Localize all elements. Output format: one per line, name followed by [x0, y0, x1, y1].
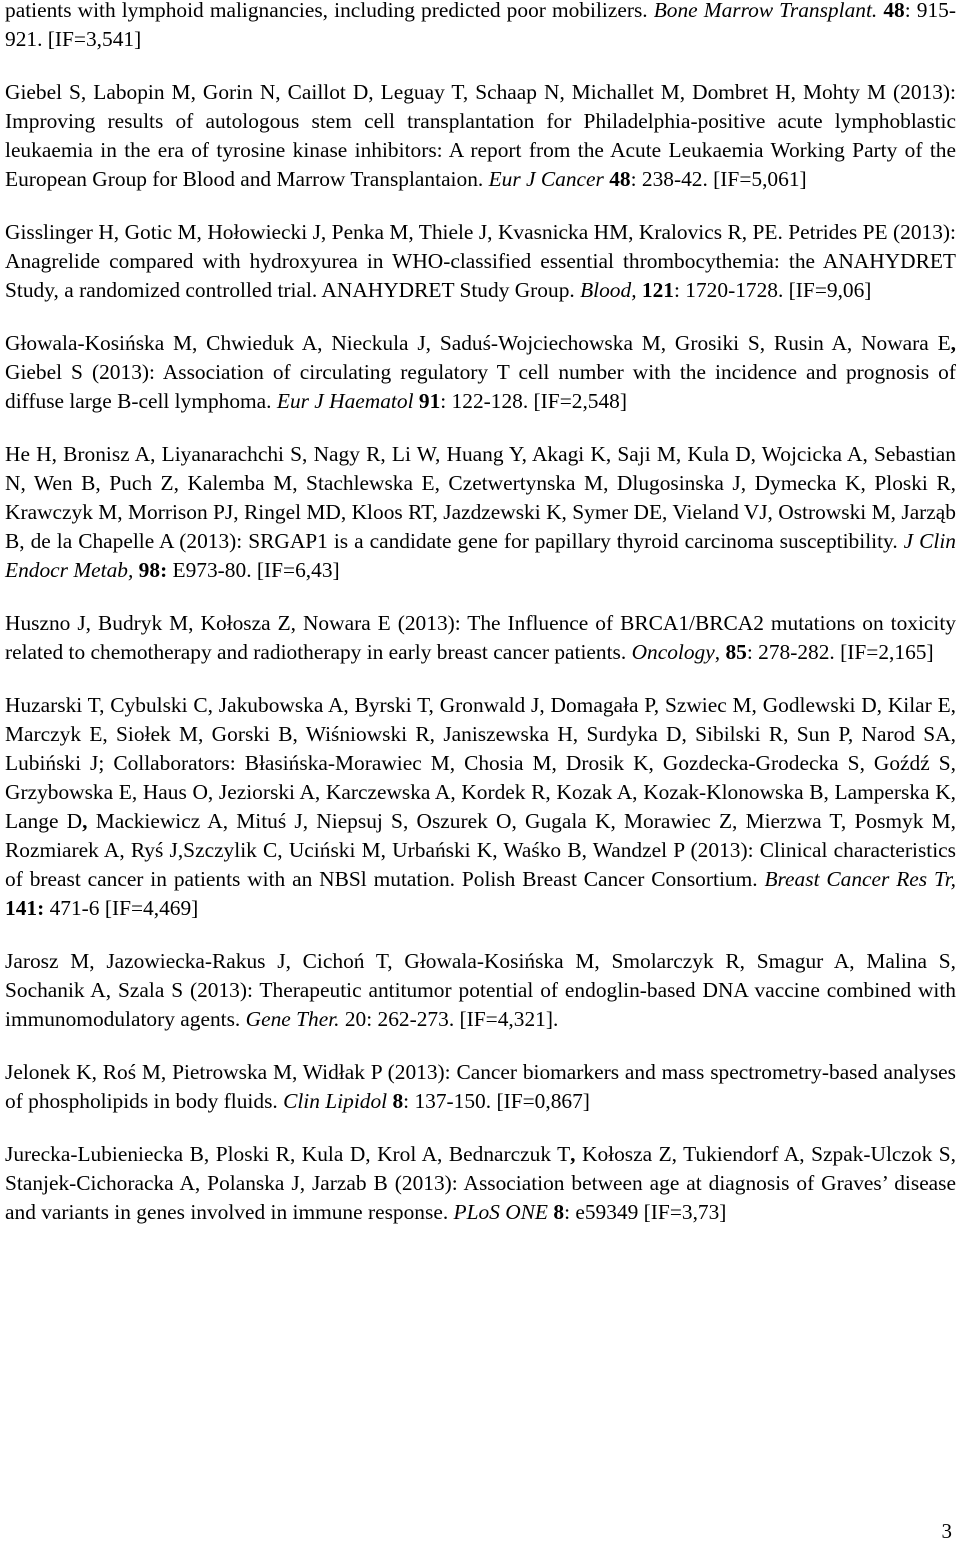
reference-text: , — [714, 640, 726, 664]
journal-name: Oncology — [631, 640, 715, 664]
volume-number: 98: — [138, 558, 168, 582]
reference-entry — [5, 609, 956, 667]
reference-text: Giebel S, Labopin M, Gorin N, Caillot D, Leguay T, Schaap N, Michallet M, Dombret H, Mohty M (2013): Improving results of autologous stem cell transplantation for Philadelphia-positive acute lymphoblastic leukaemia in the era of tyrosine kinase inhibitors: A report from the Acute Leukaemia Working Party of the European Group for Blood and Marrow Transplantaion. — [5, 80, 956, 191]
reference-text: Jelonek K, Roś M, Pietrowska M, Widłak P (2013): Cancer biomarkers and mass spectrometry-based analyses of phospholipids in body fluids. — [5, 1060, 956, 1113]
reference-entry — [5, 218, 956, 305]
reference-entry — [5, 1058, 956, 1116]
reference-text: Mackiewicz A, Mituś J, Niepsuj S, Oszurek O, Gugala K, Morawiec Z, Mierzwa T, Posmyk M, Rozmiarek A, Ryś J,Szczylik C, Uciński M, Urbański K, Waśko B, Wandzel P (2013): Clinical characteristics of breast cancer in patients with an NBSl mutation. Polish Breast Cancer Consortium. — [5, 809, 957, 891]
volume-number: 8 — [553, 1200, 565, 1224]
journal-name: Clin Lipidol — [283, 1089, 388, 1113]
reference-entry — [5, 947, 956, 1034]
journal-name: Eur J Haematol — [276, 389, 414, 413]
reference-text: Jurecka-Lubieniecka B, Ploski R, Kula D, Krol A, Bednarczuk T — [5, 1142, 571, 1166]
journal-name: J Clin Endocr Metab, — [5, 529, 956, 582]
reference-text: Gisslinger H, Gotic M, Hołowiecki J, Penka M, Thiele J, Kvasnicka HM, Kralovics R, PE. Petrides PE (2013): Anagrelide compared with hydroxyurea in WHO-classified essential thrombocythemia: the ANAHYDRET Study, a randomized controlled trial. ANAHYDRET Study Group. — [5, 220, 956, 302]
journal-name: Breast Cancer Res Tr, — [764, 867, 956, 891]
journal-name: Bone Marrow Transplant. — [653, 0, 878, 22]
reference-text: Huszno J, Budryk M, Kołosza Z, Nowara E (2013): The Influence of BRCA1/BRCA2 mutations on toxicity related to chemotherapy and radiotherapy in early breast cancer patients. — [5, 611, 956, 664]
volume-number: 48 — [883, 0, 905, 22]
reference-text: : 1720-1728. [IF=9,06] — [674, 278, 872, 302]
reference-entry — [5, 440, 956, 585]
volume-number: 91 — [418, 389, 441, 413]
reference-entry — [5, 1140, 956, 1227]
reference-text: 471-6 [IF=4,469] — [44, 896, 199, 920]
reference-text: : 238-42. [IF=5,061] — [630, 167, 807, 191]
reference-text: : 122-128. [IF=2,548] — [440, 389, 628, 413]
volume-number: 48 — [609, 167, 631, 191]
volume-number: , — [82, 809, 88, 833]
volume-number: 8 — [392, 1089, 404, 1113]
reference-text: : 915-921. [IF=3,541] — [5, 0, 956, 51]
reference-text: 20: 262-273. [IF=4,321]. — [339, 1007, 559, 1031]
volume-number: 121 — [641, 278, 674, 302]
reference-text: : 137-150. [IF=0,867] — [403, 1089, 590, 1113]
reference-text: patients with lymphoid malignancies, including predicted poor mobilizers. — [5, 0, 654, 22]
journal-name: Eur J Cancer — [488, 167, 604, 191]
reference-list — [5, 0, 956, 1251]
volume-number: , — [570, 1142, 576, 1166]
reference-entry — [5, 691, 956, 923]
reference-text: : e59349 [IF=3,73] — [564, 1200, 727, 1224]
reference-text: : 278-282. [IF=2,165] — [746, 640, 934, 664]
reference-text: Huzarski T, Cybulski C, Jakubowska A, Byrski T, Gronwald J, Domagała P, Szwiec M, Godlewski D, Kilar E, Marczyk E, Siołek M, Gorski B, Wiśniowski R, Janiszewska H, Surdyka D, Sibilski R, Sun P, Narod SA, Lubiński J; Collaborators: Błasińska-Morawiec M, Chosia M, Drosik K, Gozdecka-Grodecka S, Goźdź S, Grzybowska E, Haus O, Jeziorski A, Karczewska A, Kordek R, Kozak A, Kozak-Klonowska B, Lamperska K, Lange D — [5, 693, 956, 833]
reference-entry — [5, 78, 956, 194]
reference-entry — [5, 329, 956, 416]
volume-number: 85 — [725, 640, 747, 664]
volume-number: 141: — [5, 896, 45, 920]
reference-text: Giebel S (2013): Association of circulating regulatory T cell number with the incidence and prognosis of diffuse large B-cell lymphoma. — [5, 360, 956, 413]
journal-name: PLoS ONE — [453, 1200, 548, 1224]
reference-text: E973-80. [IF=6,43] — [167, 558, 340, 582]
page-number: 3 — [941, 1519, 952, 1543]
volume-number: , — [950, 331, 956, 355]
reference-text: He H, Bronisz A, Liyanarachchi S, Nagy R, Li W, Huang Y, Akagi K, Saji M, Kula D, Wojcicka A, Sebastian N, Wen B, Puch Z, Kalemba M, Stachlewska E, Czetwertynska M, Dlugosinska J, Dymecka K, Ploski R, Krawczyk M, Morrison PJ, Ringel MD, Kloos RT, Jazdzewski K, Symer DE, Vieland VJ, Ostrowski M, Jarząb B, de la Chapelle A (2013): SRGAP1 is a candidate gene for papillary thyroid carcinoma susceptibility. — [5, 442, 956, 553]
reference-text: Kołosza Z, Tukiendorf A, Szpak-Ulczok S, Stanjek-Cichoracka A, Polanska J, Jarzab B (2013): Association between age at diagnosis of Graves’ disease and variants in genes involved in immune response. — [5, 1142, 956, 1224]
reference-text: Jarosz M, Jazowiecka-Rakus J, Cichoń T, Głowala-Kosińska M, Smolarczyk R, Smagur A, Malina S, Sochanik A, Szala S (2013): Therapeutic antitumor potential of endoglin-based DNA vaccine combined with immunomodulatory agents. — [5, 949, 956, 1031]
reference-text: Głowala-Kosińska M, Chwieduk A, Nieckula J, Saduś-Wojciechowska M, Grosiki S, Rusin A, Nowara E — [5, 331, 951, 355]
journal-name: Gene Ther. — [245, 1007, 340, 1031]
reference-entry — [5, 0, 956, 54]
journal-name: Blood, — [580, 278, 637, 302]
